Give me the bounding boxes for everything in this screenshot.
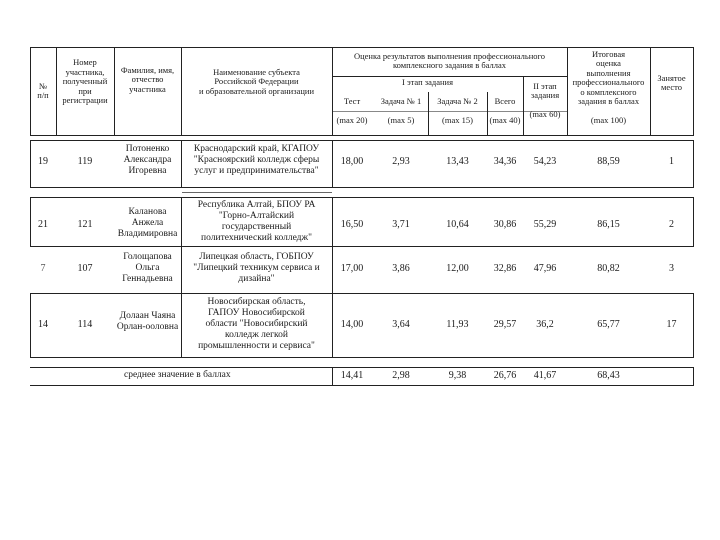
row-border <box>30 246 694 247</box>
header-max-total: (max 40) <box>489 115 521 126</box>
row-place: 3 <box>669 262 674 274</box>
row-task2: 10,64 <box>446 218 469 230</box>
row-full-name: Каланова Анжела Владимировна <box>117 206 178 239</box>
row-border <box>30 385 694 386</box>
row-border <box>30 187 694 188</box>
row-task2: 12,00 <box>446 262 469 274</box>
row-stage2: 55,29 <box>533 218 557 230</box>
row-test: 14,00 <box>340 318 364 330</box>
header-bottom-border <box>30 135 694 136</box>
row-number: 7 <box>40 262 46 274</box>
row-region: Липецкая область, ГОБПОУ "Липецкий техникум сервиса и дизайна" <box>193 251 320 284</box>
header-max-task1: (max 5) <box>387 115 415 126</box>
row-col-border <box>693 197 694 246</box>
header-registration-number: Номер участника, полученный при регистрации <box>62 57 108 106</box>
row-number: 21 <box>38 218 48 230</box>
header-max-stage2: (max 60) <box>529 109 561 120</box>
row-task1: 3,71 <box>392 218 410 230</box>
row-region: Краснодарский край, КГАПОУ "Красноярский колледж сферы услуг и предпринимательства" <box>193 143 320 176</box>
header-stage2: II этап задания <box>530 80 560 100</box>
row-final: 80,82 <box>597 262 620 274</box>
row-total: 32,86 <box>493 262 517 274</box>
header-number: № п/п <box>37 80 49 100</box>
average-test: 14,41 <box>340 369 364 381</box>
row-test: 18,00 <box>340 155 364 167</box>
row-final: 65,77 <box>597 318 620 330</box>
row-full-name: Голощапова Ольга Геннадьевна <box>122 251 173 284</box>
row-registration: 119 <box>77 155 93 167</box>
header-max-test: (max 20) <box>336 115 368 126</box>
row-registration: 121 <box>77 218 93 230</box>
row-stage2: 47,96 <box>533 262 557 274</box>
row-registration: 114 <box>77 318 93 330</box>
row-final: 88,59 <box>597 155 620 167</box>
row-region: Новосибирская область, ГАПОУ Новосибирской области "Новосибирский колледж легкой промышленности и сервиса" <box>198 296 315 351</box>
average-label: среднее значение в баллах <box>124 369 231 380</box>
average-final: 68,43 <box>597 369 620 381</box>
row-col-border <box>693 367 694 385</box>
row-task2: 11,93 <box>446 318 469 330</box>
row-total: 30,86 <box>493 218 517 230</box>
row-test: 16,50 <box>340 218 364 230</box>
row-col-border <box>693 293 694 357</box>
row-number: 19 <box>38 155 48 167</box>
row-stage2: 36,2 <box>536 318 554 330</box>
row-task1: 2,93 <box>392 155 410 167</box>
row-final: 86,15 <box>597 218 620 230</box>
header-final-score: Итоговая оценка выполнения профессионального о комплексного задания в баллах <box>572 48 645 106</box>
row-registration: 107 <box>77 262 93 274</box>
header-max-final: (max 100) <box>590 115 627 126</box>
header-region: Наименование субъекта Российской Федерации и образовательной организации <box>199 66 314 96</box>
row-task1: 3,86 <box>392 262 410 274</box>
average-stage2: 41,67 <box>533 369 557 381</box>
row-border <box>182 192 332 193</box>
row-border <box>30 357 694 358</box>
header-task2: Задача № 2 <box>437 96 478 107</box>
average-task2: 9,38 <box>448 369 467 381</box>
row-full-name: Потоненко Александра Игоревна <box>123 143 172 176</box>
col-border <box>693 47 694 135</box>
row-total: 29,57 <box>493 318 517 330</box>
header-stage1: I этап задания <box>402 77 453 88</box>
row-place: 17 <box>666 318 677 330</box>
average-task1: 2,98 <box>392 369 410 381</box>
row-border <box>30 293 694 294</box>
row-test: 17,00 <box>340 262 364 274</box>
row-place: 2 <box>669 218 674 230</box>
header-full-name: Фамилия, имя, отчество участника <box>120 64 175 94</box>
row-task1: 3,64 <box>392 318 410 330</box>
row-total: 34,36 <box>493 155 517 167</box>
header-task1: Задача № 1 <box>380 96 422 107</box>
row-task2: 13,43 <box>446 155 469 167</box>
header-place: Занятое место <box>657 72 686 92</box>
row-place: 1 <box>669 155 674 167</box>
header-assessment-group: Оценка результатов выполнения профессионального комплексного задания в баллах <box>353 50 546 70</box>
row-border <box>30 197 694 198</box>
header-max-task2: (max 15) <box>442 115 473 126</box>
row-col-border <box>693 140 694 187</box>
header-test: Тест <box>343 96 361 107</box>
row-number: 14 <box>38 318 48 330</box>
row-full-name: Долаан Чаяна Орлан-ооловна <box>116 311 179 332</box>
row-stage2: 54,23 <box>533 155 557 167</box>
row-region: Республика Алтай, БПОУ РА "Горно-Алтайский государственный политехнический колледж" <box>197 200 316 243</box>
header-total: Всего <box>494 96 516 107</box>
average-total: 26,76 <box>493 369 517 381</box>
